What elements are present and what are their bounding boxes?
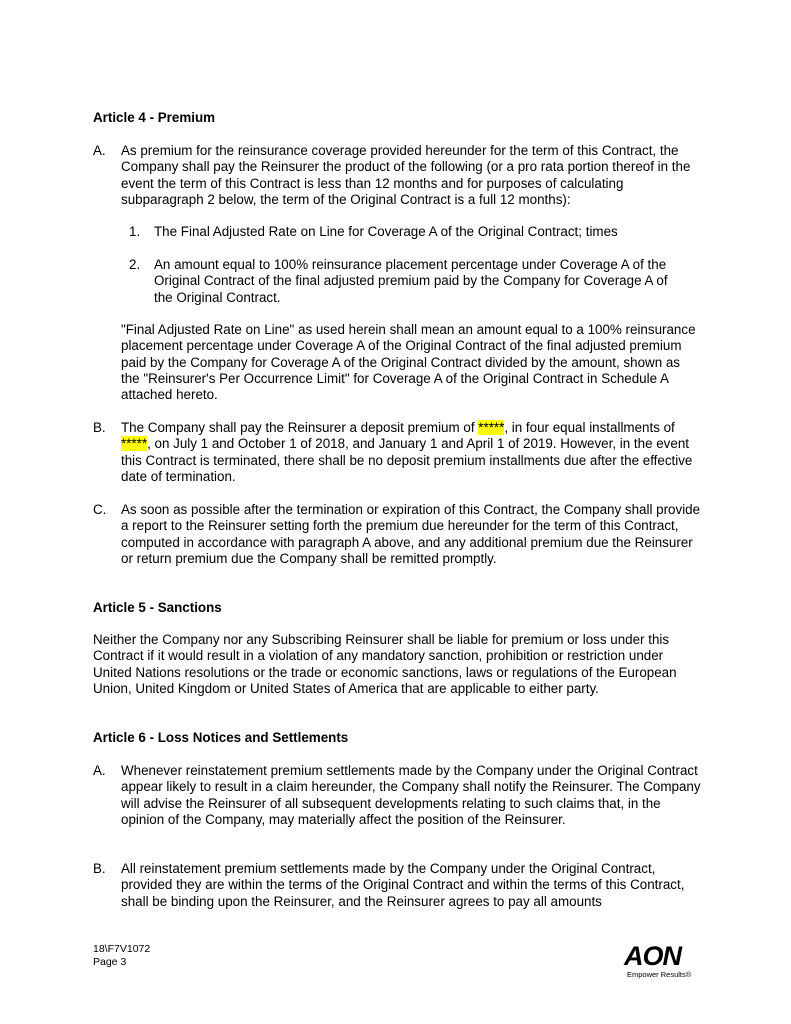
article-6-b-letter: B. — [93, 861, 106, 876]
redacted-amount-1: ***** — [478, 420, 505, 435]
article-4-a-letter: A. — [93, 143, 106, 158]
redacted-amount-2: ***** — [121, 436, 148, 452]
aon-logo-tagline: Empower Results® — [627, 970, 692, 979]
aon-logo-wordmark: AON — [624, 941, 681, 971]
footer-page-number: Page 3 — [93, 956, 127, 968]
article-4-b-text-part-2: , in four equal installments of — [504, 420, 675, 435]
article-5-text: Neither the Company nor any Subscribing Reinsurer shall be liable for premium or loss under this Contract if it would result in a violation of any mandatory sanction, prohibition or restriction under United Nations resolutions or the trade or economic sanctions, laws or regulations of the European Union, United Kingdom or United States of America that are applicable to either party. — [93, 632, 677, 696]
article-4-item-1-number: 1. — [129, 224, 141, 239]
article-4-item-2-text: An amount equal to 100% reinsurance placement percentage under Coverage A of the Original Contract of the final adjusted premium paid by the Company for Coverage A of the Original Contract. — [154, 257, 668, 305]
article-4-a-text: As premium for the reinsurance coverage provided hereunder for the term of this Contract, the Company shall pay the Reinsurer the product of the following (or a pro rata portion thereof in the event the term of this Contract is less than 12 months and for purposes of calculating subparagraph 2 below, the term of the Original Contract is a full 12 months): — [121, 143, 691, 207]
article-6-a-text: Whenever reinstatement premium settlements made by the Company under the Original Contract appear likely to result in a claim hereunder, the Company shall notify the Reinsurer. The Company will advise the Reinsurer of all subsequent developments relating to such claims that, in the opinion of the Company, may materially affect the position of the Reinsurer. — [121, 763, 701, 827]
article-4-c-letter: C. — [93, 502, 107, 517]
article-4-b-text-part-3: , on July 1 and October 1 of 2018, and January 1 and April 1 of 2019. However, in the event this Contract is terminated, there shall be no deposit premium installments due after the effective date of termination. — [121, 436, 693, 484]
footer-doc-id: 18\F7V1072 — [93, 943, 151, 955]
article-6-a-letter: A. — [93, 763, 106, 778]
article-6-b-text: All reinstatement premium settlements made by the Company under the Original Contract, provided they are within the terms of the Original Contract and within the terms of this Contract, shall be binding upon the Reinsurer, and the Reinsurer agrees to pay all amounts — [121, 861, 685, 909]
article-4-c-text: As soon as possible after the termination or expiration of this Contract, the Company shall provide a report to the Reinsurer setting forth the premium due hereunder for the term of this Contract, computed in accordance with paragraph A above, and any additional premium due the Reinsurer or return premium due the Company shall be remitted promptly. — [121, 502, 701, 566]
article-5-heading: Article 5 - Sanctions — [93, 600, 222, 615]
article-4-item-1-text: The Final Adjusted Rate on Line for Coverage A of the Original Contract; times — [154, 224, 618, 239]
article-4-b-letter: B. — [93, 420, 106, 435]
aon-logo — [624, 943, 704, 987]
article-4-b-text — [121, 420, 701, 485]
article-4-heading: Article 4 - Premium — [93, 110, 216, 125]
article-4-b-text-part-1: The Company shall pay the Reinsurer a deposit premium of — [121, 420, 479, 435]
article-6-heading: Article 6 - Loss Notices and Settlements — [93, 730, 349, 745]
article-4-definition: "Final Adjusted Rate on Line" as used herein shall mean an amount equal to a 100% reinsurance placement percentage under Coverage A of the Original Contract of the final adjusted premium paid by the Company for Coverage A of the Original Contract divided by the amount, shown as the "Reinsurer's Per Occurrence Limit" for Coverage A of the Original Contract in Schedule A attached hereto. — [121, 322, 696, 403]
article-4-item-2-number: 2. — [129, 257, 141, 272]
